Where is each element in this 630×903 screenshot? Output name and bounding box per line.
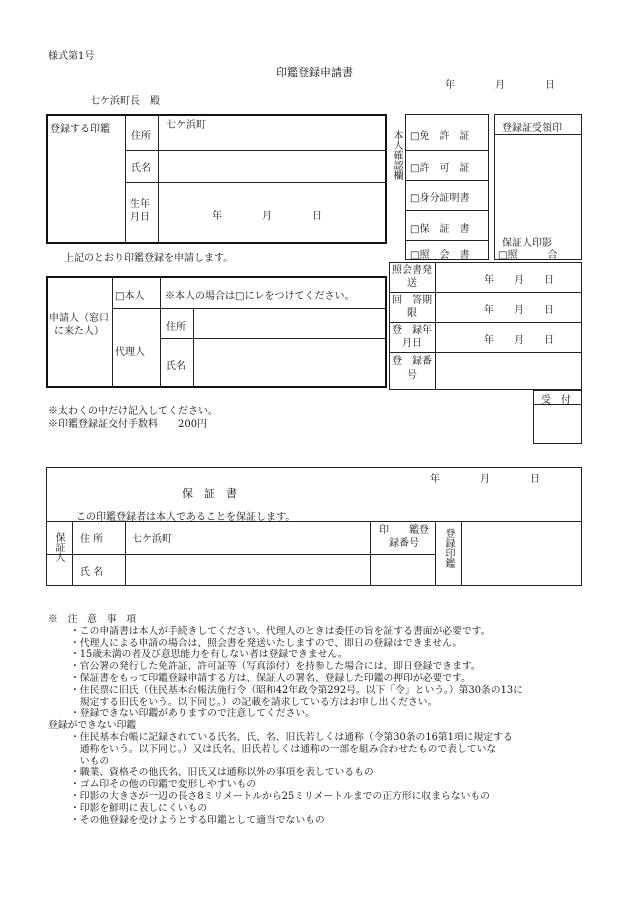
cannot-register-heading: 登録ができない印鑑 (48, 720, 137, 732)
guarantor-seal-label: 保証人印影 (502, 238, 552, 249)
id-item-permit[interactable]: □許 可 証 (410, 163, 470, 174)
guarantor-seal-label: 登録印鑑 (443, 528, 454, 568)
divider (370, 521, 371, 586)
cannot-item: ・職業、資格その他氏名、旧氏又は通称以外の事項を表しているもの (70, 767, 374, 779)
processing-label-send: 照会書発 送 (392, 265, 442, 289)
guarantor-address-label: 住 所 (80, 534, 104, 545)
id-check-heading: 本人確認欄 (391, 130, 402, 180)
divider (125, 114, 126, 244)
guarantor-side-label: 保証人 (53, 532, 64, 562)
cannot-item: ・印影を鮮明に表しにくいもの (70, 802, 208, 814)
divider (405, 150, 489, 151)
divider (72, 521, 73, 586)
divider (125, 182, 387, 183)
notes-heading: ※ 注 意 事 項 (48, 614, 137, 625)
divider (160, 276, 161, 388)
processing-label-deadline: 回 答期 限 (392, 295, 442, 319)
divider (158, 114, 159, 244)
processing-label-regdate: 登 録年月日 (392, 325, 432, 349)
note-item: ・官公署の発行した免許証、許可証等（写真添付）を持参した場合には、即日登録できます。 (70, 661, 481, 673)
divider (389, 322, 582, 323)
divider (125, 521, 126, 586)
guarantor-seal-number-label: 印 鑑登録番号 (379, 525, 429, 549)
registrant-name-label: 氏名 (131, 163, 151, 174)
registrant-heading: 登録する印鑑 (50, 124, 110, 135)
note-item: 規定する旧氏をいう。以下同じ。）の記載を請求している方はお申し出ください。 (70, 696, 438, 708)
registrant-dob-label: 生年月日 (130, 199, 150, 223)
registrant-dob-value[interactable]: 年 月 日 (212, 211, 322, 222)
guarantee-title: 保 証 書 (182, 487, 237, 500)
registrant-address-value[interactable]: 七ケ浜町 (166, 120, 206, 131)
note-item: ・登録できない印鑑がありますので注意してください。 (70, 708, 315, 720)
divider (160, 338, 387, 339)
agent-label: 代理人 (115, 347, 145, 358)
form-number: 様式第1号 (48, 51, 95, 62)
divider (112, 308, 387, 309)
applicant-heading: 申請人（窓口に来た人） (49, 313, 109, 337)
id-item-license[interactable]: □免 許 証 (410, 131, 470, 142)
agent-name-label: 氏名 (166, 361, 186, 372)
note-item: ・この申請書は本人が手続きしてください。代理人のときは委任の旨を証する書面が必要です。 (70, 625, 491, 637)
notes-section (48, 614, 523, 826)
divider (193, 308, 194, 388)
divider (461, 521, 462, 586)
divider (405, 180, 489, 181)
cannot-item: ・ゴム印その他の印鑑で変形しやすいもの (70, 779, 257, 791)
application-date: 年 月 日 (445, 80, 555, 91)
note-item: ・15歳未満の者及び意思能力を有しない者は登録できません。 (70, 649, 348, 661)
notice-fill-in: ※太わくの中だけ記入してください。 (48, 406, 218, 417)
guarantor-address-value[interactable]: 七ケ浜町 (132, 534, 172, 545)
divider (125, 150, 387, 151)
divider (405, 240, 489, 241)
form-title: 印鑑登録申請書 (276, 66, 353, 79)
divider (405, 210, 489, 211)
processing-value-regdate[interactable]: 年 月 日 (484, 335, 554, 346)
cannot-item: ・印影の大きさが一辺の長さ8ミリメートルから25ミリメートルまでの正方形に収まらないもの (70, 790, 490, 802)
agent-address-label: 住所 (166, 322, 186, 333)
divider (46, 554, 435, 555)
id-item-identity[interactable]: □身分証明書 (410, 193, 470, 204)
receipt-seal-heading: 登録証受領印 (502, 123, 562, 134)
divider (389, 292, 582, 293)
notice-fee: ※印鑑登録証交付手数料 200円 (48, 419, 208, 430)
request-text: 上記のとおり印鑑登録を申請します。 (64, 253, 234, 264)
note-item: ・住民票に旧氏（住民基本台帳法施行令（昭和42年政令第292号。以下「令」という。）第30条の13に (70, 684, 523, 696)
divider (435, 262, 436, 390)
guarantor-name-label: 氏 名 (80, 567, 104, 578)
divider (46, 521, 582, 522)
addressee: 七ケ浜町長 殿 (90, 96, 160, 107)
applicant-self-note: ※本人の場合は□にレをつけてください。 (165, 291, 355, 302)
accept-label: 受 付 (541, 395, 571, 406)
divider (389, 352, 582, 353)
applicant-self-checkbox[interactable]: □本人 (115, 291, 145, 302)
processing-value-deadline[interactable]: 年 月 日 (484, 305, 554, 316)
cannot-item: ・住民基本台帳に記録されている氏名、氏、名、旧氏若しくは通称（令第30条の16第1項に規定する (70, 731, 513, 743)
id-item-guarantee[interactable]: □保 証 書 (410, 224, 470, 235)
cannot-item: 通称をいう。以下同じ。）又は氏名、旧氏若しくは通称の一部を組み合わせたもので表していな (70, 743, 497, 755)
note-item: ・代理人による申請の場合は、照会書を発送いたしますので、即日の登録はできません。 (70, 637, 463, 649)
divider (435, 521, 436, 586)
guarantee-date: 年 月 日 (430, 474, 540, 485)
note-item: ・保証書をもって印鑑登録申請する方は、保証人の署名、登録した印鑑の押印が必要です。 (70, 672, 471, 684)
processing-value-send[interactable]: 年 月 日 (484, 275, 554, 286)
divider (112, 276, 113, 388)
guarantee-statement: この印鑑登録者は本人であることを保証します。 (76, 512, 296, 523)
processing-label-regno: 登 録番 号 (392, 356, 442, 381)
seal-check[interactable]: □照 合 (498, 250, 558, 261)
cannot-item: ・その他登録を受けようとする印鑑として適当でないもの (70, 814, 325, 826)
divider (494, 134, 582, 135)
cannot-item: いもの (70, 755, 110, 767)
registrant-address-label: 住所 (131, 131, 151, 142)
id-item-inquiry[interactable]: □照 会 書 (410, 250, 470, 261)
